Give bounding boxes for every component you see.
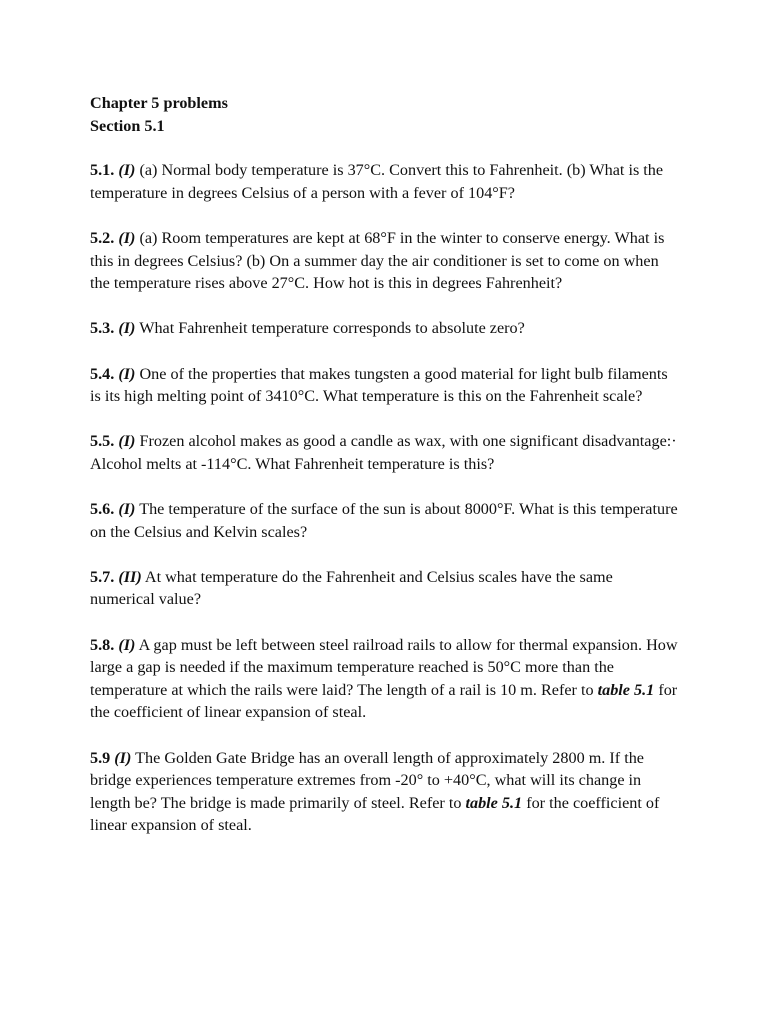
difficulty-level: (I)	[118, 319, 136, 338]
difficulty-level: (I)	[118, 635, 136, 654]
problem-number: 5.4.	[90, 364, 115, 383]
problem-text: (a) Room temperatures are kept at 68°F in the winter to conserve energy. What is this in degrees Celsius? (b) On a summer day the air conditioner is set to come on when the temperature rises above 27°C. How hot is this in degrees Fahrenheit?	[90, 228, 665, 293]
problem-5-1	[90, 159, 680, 204]
difficulty-level: (I)	[118, 161, 136, 180]
problem-text: At what temperature do the Fahrenheit and Celsius scales have the same numerical value?	[90, 567, 613, 609]
problem-text: (a) Normal body temperature is 37°C. Convert this to Fahrenheit. (b) What is the temperature in degrees Celsius of a person with a fever of 104°F?	[90, 161, 664, 202]
problem-5-8	[90, 634, 680, 724]
problem-number: 5.2.	[90, 228, 115, 247]
problem-text-after: for the coefficient of linear expansion of steal.	[90, 680, 678, 722]
problem-5-2	[90, 227, 680, 295]
problem-5-9	[90, 747, 680, 837]
problem-text: The temperature of the surface of the sun is about 8000°F. What is this temperature on the Celsius and Kelvin scales?	[90, 500, 678, 541]
problem-text: A gap must be left between steel railroad rails to allow for thermal expansion. How large a gap is needed if the maximum temperature reached is 50°C more than the temperature at which the rails were laid? The length of a rail is 10 m. Refer to	[90, 635, 678, 699]
problem-number: 5.1.	[90, 161, 115, 180]
problem-text-after: for the coefficient of linear expansion of steal.	[90, 793, 660, 835]
difficulty-level: (I)	[118, 500, 136, 519]
difficulty-level: (I)	[118, 228, 136, 247]
problem-number: 5.9	[90, 748, 111, 767]
table-reference: table 5.1	[597, 680, 655, 699]
section-title: Section 5.1	[90, 116, 165, 135]
problem-text: What Fahrenheit temperature corresponds to absolute zero?	[139, 319, 525, 338]
document-header	[90, 92, 680, 137]
difficulty-level: (II)	[118, 567, 142, 586]
problem-text: The Golden Gate Bridge has an overall length of approximately 2800 m. If the bridge experiences temperature extremes from -20° to +40°C, what will its change in length be? The bridge is made primarily of steel. Refer to	[90, 748, 644, 812]
document-page	[90, 92, 680, 860]
difficulty-level: (I)	[118, 432, 136, 451]
table-reference: table 5.1	[465, 793, 523, 812]
problem-5-6	[90, 498, 680, 543]
problem-number: 5.5.	[90, 432, 115, 451]
problem-5-3	[90, 317, 680, 340]
problem-number: 5.6.	[90, 500, 115, 519]
problem-number: 5.7.	[90, 567, 115, 586]
problem-number: 5.8.	[90, 635, 115, 654]
problem-text: One of the properties that makes tungsten a good material for light bulb filaments is its high melting point of 3410°C. What temperature is this on the Fahrenheit scale?	[90, 364, 668, 406]
problem-5-4	[90, 363, 680, 408]
problem-number: 5.3.	[90, 319, 115, 338]
problem-5-7	[90, 566, 680, 611]
problem-text: Frozen alcohol makes as good a candle as wax, with one significant disadvantage:· Alcohol melts at -114°C. What Fahrenheit temperature is this?	[90, 432, 677, 473]
difficulty-level: (I)	[114, 748, 132, 767]
chapter-title: Chapter 5 problems	[90, 94, 228, 112]
difficulty-level: (I)	[118, 364, 136, 383]
problem-5-5	[90, 430, 680, 475]
